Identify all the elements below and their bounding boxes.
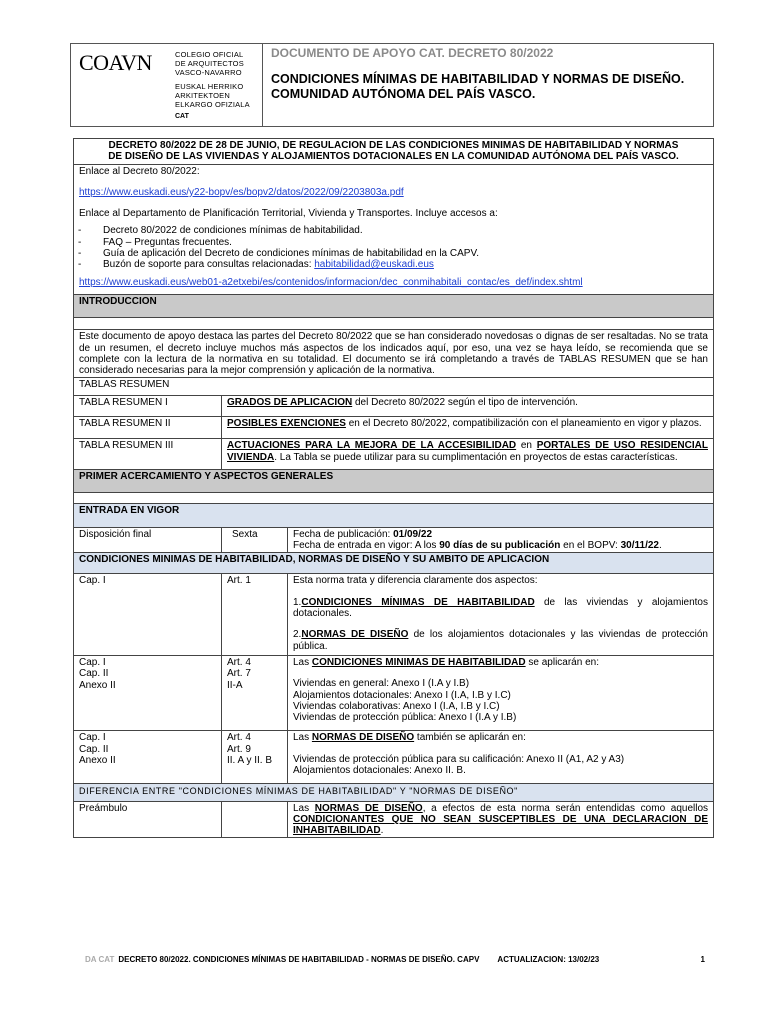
access-list: [103, 225, 708, 270]
footer-prefix: DA CAT: [85, 955, 115, 964]
coavn-logo: [70, 43, 263, 127]
header-line2: COMUNIDAD AUTÓNOMA DEL PAÍS VASCO.: [271, 87, 536, 101]
tabla-row: TABLA RESUMEN II POSIBLES EXENCIONES en el Decreto 80/2022, compatibilización con el planeamiento en vigor y plazos.: [74, 416, 713, 438]
logo-cat: CAT: [175, 113, 189, 120]
intro-text-row: [74, 329, 713, 377]
header-line1: CONDICIONES MÍNIMAS DE HABITABILIDAD Y NORMAS DE DISEÑO.: [271, 72, 685, 86]
diferencia-heading-row: [74, 783, 713, 800]
tabla-row: TABLA RESUMEN III ACTUACIONES PARA LA MEJORA DE LA ACCESIBILIDAD en PORTALES DE USO RESIDENCIAL VIVIENDA. La Tabla se puede utilizar para su cumplimentación en proyectos de estas características.: [74, 438, 713, 469]
list-item: - Decreto 80/2022 de condiciones mínimas de habitabilidad.: [103, 225, 708, 236]
depto-link[interactable]: https://www.euskadi.eus/web01-a2etxebi/es/contenidos/informacion/dec_conmihabitali_contac/es_def/index.shtml: [79, 276, 583, 288]
diferencia-heading: DIFERENCIA ENTRE "CONDICIONES MÍNIMAS DE HABITABILIDAD" Y "NORMAS DE DISEÑO": [79, 786, 518, 797]
intro-heading-row: [74, 294, 713, 317]
condiciones-row-1: Cap. I Art. 1 Esta norma trata y diferencia claramente dos aspectos: 1.CONDICIONES MÍNIMAS DE HABITABILIDAD de las viviendas y alojamientos dotacionales. 2.NORMAS DE DISEÑO de los alojamientos dotacionales y las viviendas de protección pública.: [74, 573, 713, 654]
decree-title-row: [74, 139, 713, 164]
tabla-row: TABLA RESUMEN I GRADOS DE APLICACION del Decreto 80/2022 según el tipo de intervención.: [74, 395, 713, 416]
tablas-heading-row: [74, 377, 713, 394]
enlace-label: Enlace al Decreto 80/2022:: [79, 165, 200, 177]
diferencia-row: Preámbulo Las NORMAS DE DISEÑO, a efectos de esta norma serán entendidas como aquellos CONDICIONANTES QUE NO SEAN SUSCEPTIBLES DE UNA DECLARACION DE INHABITABILIDAD.: [74, 801, 713, 838]
primer-heading-row: [74, 469, 713, 492]
footer-text: DECRETO 80/2022. CONDICIONES MÍNIMAS DE HABITABILIDAD - NORMAS DE DISEÑO. CAPV: [118, 955, 480, 964]
vigor-heading-row: [74, 503, 713, 526]
list-item: - Buzón de soporte para consultas relacionadas: habitabilidad@euskadi.eus: [103, 259, 708, 270]
page-number: 1: [700, 955, 705, 964]
logo-mark: COAVN: [79, 50, 152, 75]
condiciones-row-2: Cap. I Cap. II Anexo II Art. 4 Art. 7 II-A Las CONDICIONES MINIMAS DE HABITABILIDAD se aplicarán en: Viviendas en general: Anexo I (I.A y I.B) Alojamientos dotacionales: Anexo I (I.A, I.B y I.C) Viviendas colaborativas: Anexo I (I.A, I.B y I.C) Viviendas de protección pública: Anexo I (I.A y I.B): [74, 655, 713, 730]
decree-title: DECRETO 80/2022 DE 28 DE JUNIO, DE REGULACION DE LAS CONDICIONES MINIMAS DE HABITABILIDAD Y NORMAS DE DISEÑO DE LAS VIVIENDAS Y ALOJAMIENTOS DOTACIONALES EN LA COMUNIDAD AUTÓNOMA DEL PAÍS VASCO.: [108, 140, 679, 163]
header-top: DOCUMENTO DE APOYO CAT. DECRETO 80/2022: [271, 46, 554, 60]
condiciones-heading: CONDICIONES MINIMAS DE HABITABILIDAD, NORMAS DE DISEÑO Y SU AMBITO DE APLICACION: [79, 554, 550, 566]
footer-update: ACTUALIZACION: 13/02/23: [497, 955, 600, 964]
vigor-row: Disposición final Sexta Fecha de publicación: 01/09/22 Fecha de entrada en vigor: A los 90 días de su publicación en el BOPV: 30/11/22.: [74, 527, 713, 553]
intro-text: Este documento de apoyo destaca las partes del Decreto 80/2022 que se han considerado novedosas o dignas de ser resaltadas. No se trata de un resumen, el decreto incluye muchos más aspectos de los indicados aquí, por eso, una vez se haya leído, se recomienda que se complete con la lectura de la normativa en su totalidad. El documento se irá completando a través de TABLAS RESUMEN que se han considerado necesarias para la mejor comprensión y aplicación de la normativa.: [79, 331, 708, 377]
email-link[interactable]: habitabilidad@euskadi.eus: [314, 259, 434, 271]
header-title: [263, 43, 714, 127]
decreto-link[interactable]: https://www.euskadi.eus/y22-bopv/es/bopv2/datos/2022/09/2203803a.pdf: [79, 186, 404, 198]
logo-text: COLEGIO OFICIAL DE ARQUITECTOS VASCO-NAVARRO EUSKAL HERRIKO ARKITEKTOEN ELKARGO OFIZIALA: [175, 50, 250, 109]
list-item: - Guía de aplicación del Decreto de condiciones mínimas de habitabilidad en la CAPV.: [103, 248, 708, 259]
primer-heading: PRIMER ACERCAMIENTO Y ASPECTOS GENERALES: [79, 470, 334, 482]
document-table: [73, 138, 714, 838]
intro-heading: INTRODUCCION: [79, 295, 157, 307]
tablas-heading: TABLAS RESUMEN: [79, 379, 170, 391]
list-item: - FAQ – Preguntas frecuentes.: [103, 237, 708, 248]
links-row: [74, 164, 713, 294]
depto-label: Enlace al Departamento de Planificación Territorial, Vivienda y Transportes. Incluye accesos a:: [79, 208, 498, 220]
condiciones-heading-row: [74, 552, 713, 573]
vigor-heading: ENTRADA EN VIGOR: [79, 505, 180, 517]
condiciones-row-3: Cap. I Cap. II Anexo II Art. 4 Art. 9 II. A y II. B Las NORMAS DE DISEÑO también se aplicarán en: Viviendas de protección pública para su calificación: Anexo II (A1, A2 y A3) Alojamientos dotacionales: Anexo II. B.: [74, 730, 713, 783]
page-footer: [85, 955, 705, 964]
